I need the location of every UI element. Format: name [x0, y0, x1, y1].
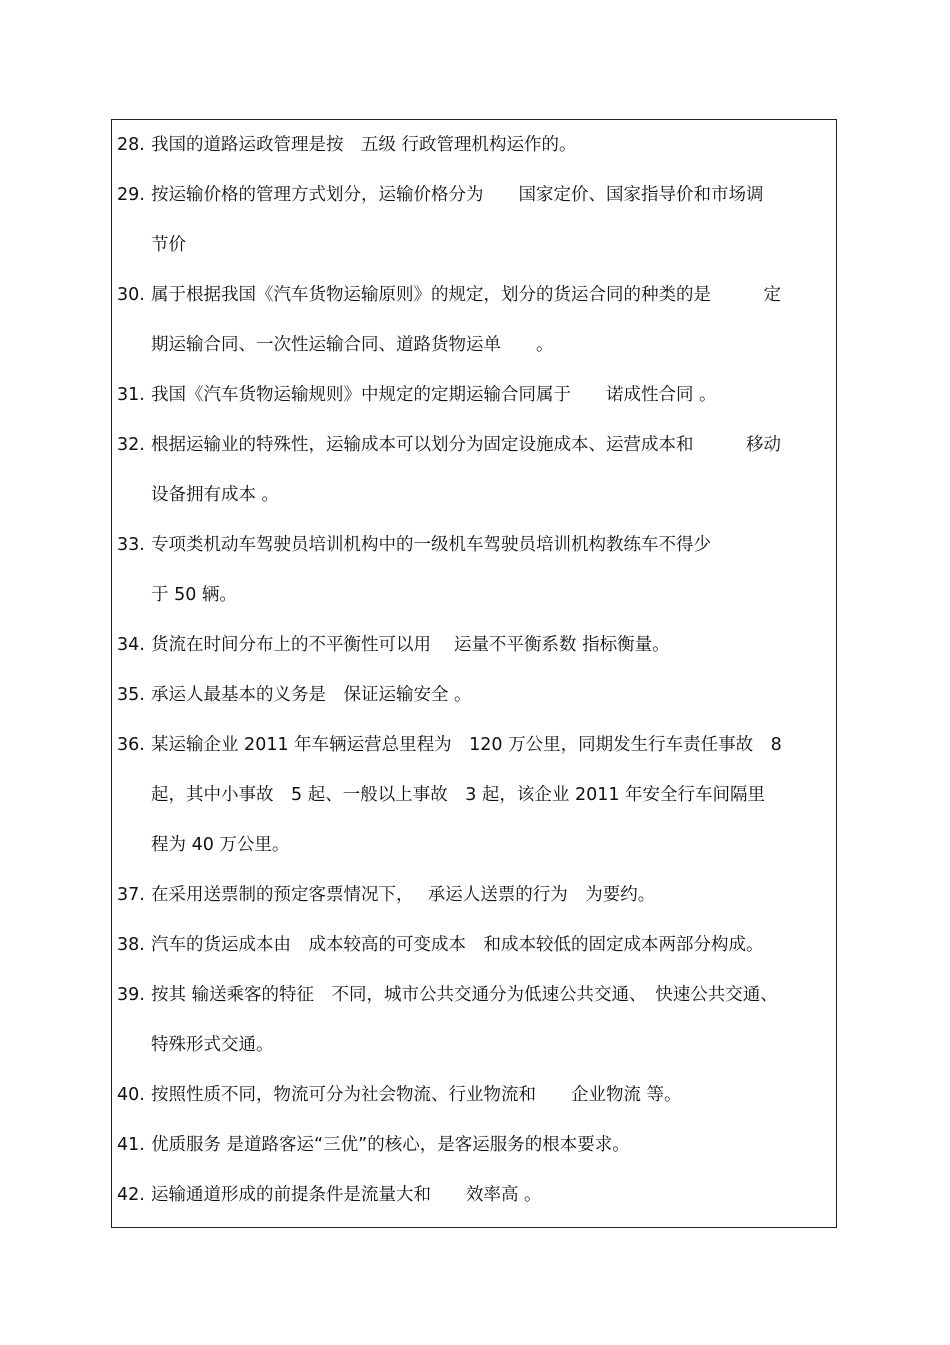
question-32 [117, 433, 781, 457]
question-38 [117, 933, 764, 957]
question-number: 37. [117, 885, 145, 905]
question-text: 运输通道形成的前提条件是流量大和 效率高 。 [151, 1185, 542, 1205]
question-number: 32. [117, 435, 145, 455]
question-text: 根据运输业的特殊性，运输成本可以划分为固定设施成本、运营成本和 移动 [151, 435, 781, 455]
question-text: 专项类机动车驾驶员培训机构中的一级机车驾驶员培训机构教练车不得少 [151, 535, 711, 555]
question-number: 42. [117, 1185, 145, 1205]
question-40 [117, 1083, 682, 1107]
question-text: 在采用送票制的预定客票情况下， 承运人送票的行为 为要约。 [151, 885, 656, 905]
question-number: 29. [117, 185, 145, 205]
question-36-continuation: 程为 40 万公里。 [151, 835, 290, 855]
question-42 [117, 1183, 542, 1207]
question-text: 按运输价格的管理方式划分，运输价格分为 国家定价、国家指导价和市场调 [151, 185, 764, 205]
question-text: 承运人最基本的义务是 保证运输安全 。 [151, 685, 472, 705]
question-text: 我国《汽车货物运输规则》中规定的定期运输合同属于 诺成性合同 。 [151, 385, 717, 405]
question-34 [117, 633, 670, 657]
question-32-continuation: 设备拥有成本 。 [151, 485, 280, 505]
question-number: 28. [117, 135, 145, 155]
question-number: 31. [117, 385, 145, 405]
question-36 [117, 733, 782, 757]
question-text: 汽车的货运成本由 成本较高的可变成本 和成本较低的固定成本两部分构成。 [151, 935, 764, 955]
question-31 [117, 383, 717, 407]
question-number: 35. [117, 685, 145, 705]
question-number: 36. [117, 735, 145, 755]
question-number: 33. [117, 535, 145, 555]
question-39 [117, 983, 778, 1007]
question-36-continuation: 起，其中小事故 5 起、一般以上事故 3 起，该企业 2011 年安全行车间隔里 [151, 785, 766, 805]
question-35 [117, 683, 472, 707]
question-number: 34. [117, 635, 145, 655]
question-text: 货流在时间分布上的不平衡性可以用 运量不平衡系数 指标衡量。 [151, 635, 670, 655]
question-number: 40. [117, 1085, 145, 1105]
question-41 [117, 1133, 630, 1157]
question-37 [117, 883, 655, 907]
question-39-continuation: 特殊形式交通。 [151, 1035, 274, 1055]
question-29 [117, 183, 764, 207]
question-30-continuation: 期运输合同、一次性运输合同、道路货物运单 。 [151, 335, 554, 355]
question-text: 属于根据我国《汽车货物运输原则》的规定，划分的货运合同的种类的是 定 [151, 285, 781, 305]
question-29-continuation: 节价 [151, 235, 186, 255]
question-number: 41. [117, 1135, 145, 1155]
question-number: 39. [117, 985, 145, 1005]
question-33 [117, 533, 711, 557]
question-number: 30. [117, 285, 145, 305]
question-30 [117, 283, 781, 307]
question-28 [117, 133, 577, 157]
question-text: 某运输企业 2011 年车辆运营总里程为 120 万公里，同期发生行车责任事故 8 [151, 735, 782, 755]
question-text: 我国的道路运政管理是按 五级 行政管理机构运作的。 [151, 135, 577, 155]
question-33-continuation: 于 50 辆。 [151, 585, 237, 605]
question-text: 按照性质不同，物流可分为社会物流、行业物流和 企业物流 等。 [151, 1085, 682, 1105]
question-text: 优质服务 是道路客运“三优”的核心，是客运服务的根本要求。 [151, 1135, 630, 1155]
question-number: 38. [117, 935, 145, 955]
question-text: 按其 输送乘客的特征 不同，城市公共交通分为低速公共交通、 快速公共交通、 [151, 985, 778, 1005]
